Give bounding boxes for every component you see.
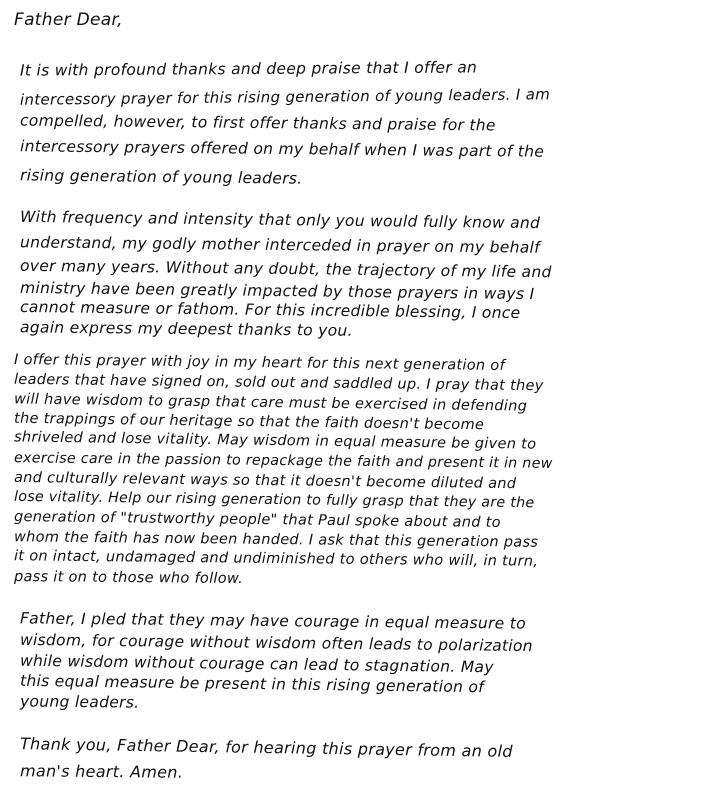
paragraph-3-line-2: leaders that have signed on, sold out and saddled up. I pray that they (13, 371, 544, 395)
paragraph-1-line-2: intercessory prayer for this rising generation of young leaders. I am (19, 85, 551, 109)
paragraph-4-line-4: this equal measure be present in this rising generation of (19, 671, 485, 697)
paragraph-2-line-4: ministry have been greatly impacted by those prayers in ways I (19, 278, 535, 304)
paragraph-4-line-1: Father, I pled that they may have courage in equal measure to (19, 609, 527, 633)
paragraph-3-line-7: and culturally relevant ways so that it doesn't become diluted and (13, 469, 517, 493)
paragraph-4-line-2: wisdom, for courage without wisdom often leads to polarization (19, 630, 533, 656)
paragraph-2-line-2: understand, my godly mother interceded in prayer on my behalf (19, 233, 541, 257)
paragraph-3-line-4: the trappings of our heritage so that the faith doesn't become (13, 410, 485, 434)
paragraph-3-line-8: lose vitality. Help our rising generation to fully grasp that they are the (13, 488, 535, 512)
paragraph-2-line-5: cannot measure or fathom. For this incredible blessing, I once (19, 297, 521, 323)
paragraph-1-line-4: intercessory prayers offered on my behalf when I was part of the (19, 137, 545, 161)
paragraph-3-line-5: shriveled and lose vitality. May wisdom in equal measure be given to (13, 429, 537, 453)
paragraph-2-line-1: With frequency and intensity that only you would fully know and (19, 207, 541, 233)
closing-line-2: man's heart. Amen. (19, 761, 184, 782)
paragraph-1-line-5: rising generation of young leaders. (19, 166, 303, 188)
closing-line-1: Thank you, Father Dear, for hearing this prayer from an old (19, 734, 513, 761)
paragraph-3-line-11: it on intact, undamaged and undiminished to others who will, in turn, (13, 548, 539, 570)
salutation: Father Dear, (14, 10, 123, 30)
paragraph-3-line-9: generation of "trustworthy people" that Paul spoke about and to (13, 509, 501, 531)
paragraph-1-line-1: It is with profound thanks and deep praise that I offer an (19, 58, 478, 80)
paragraph-4-line-3: while wisdom without courage can lead to stagnation. May (19, 651, 494, 677)
paragraph-3-line-6: exercise care in the passion to repackage the faith and present it in new (13, 450, 553, 472)
paragraph-2-line-3: over many years. Without any doubt, the trajectory of my life and (19, 256, 552, 282)
paragraph-3-line-12: pass it on to those who follow. (13, 569, 244, 587)
paragraph-3-line-3: will have wisdom to grasp that care must be exercised in defending (13, 391, 528, 415)
paragraph-2-line-6: again express my deepest thanks to you. (19, 318, 353, 340)
paragraph-1-line-3: compelled, however, to first offer thanks and praise for the (19, 111, 496, 135)
paragraph-3-line-10: whom the faith has now been handed. I ask that this generation pass (13, 529, 539, 551)
paragraph-4-line-5: young leaders. (19, 692, 140, 712)
paragraph-3-line-1: I offer this prayer with joy in my heart for this next generation of (13, 352, 506, 374)
